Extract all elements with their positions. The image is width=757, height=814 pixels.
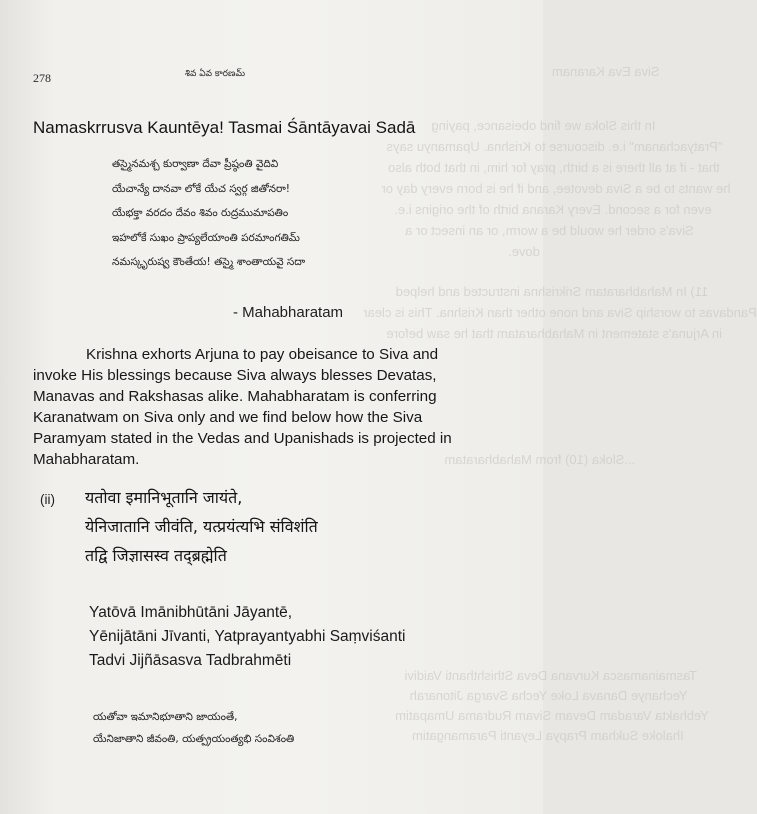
section-title: Namaskrrusva Kauntēya! Tasmai Śāntāyavai Sadā [33,118,416,137]
sanskrit-line: तद्वि जिज्ञासस्व तद्ब्रह्मेति [85,546,227,565]
bleed-line: even for a second. Every Karana birth of the origins i.e. [394,202,712,217]
item-label: (ii) [40,492,55,507]
body-paragraph: Krishna exhorts Arjuna to pay obeisance to Siva and invoke His blessings because Siva always blesses Devatas, Manavas and Rakshasas alike. Mahabharatam is conferring Karanatwam on Siva only and we find below how the Siva Paramyam stated in the Vedas and Upanishads is projected in Mahabharatam. [33,346,452,468]
transliteration-line: Yatōvā Imānibhūtāni Jāyantē, [89,604,293,621]
verse-line: యతోవా ఇమానిభూతాని జాయంతే, [93,711,238,723]
verse-line: యేభక్తా వరదం దేవం శివం రుద్రముమాపతిం [112,207,289,219]
bleed-line: that - if at all there is a birth, pray for him, in that both also [388,160,721,175]
bleed-line: in Arjuna's statement in Mahabharatam that he saw before [386,326,723,341]
telugu-verse-bottom [93,706,294,750]
sanskrit-line: यतोवा इमानिभूतानि जायंते, [85,488,243,507]
verse-line: ఇహలోకే సుఖం ప్రాప్యలేయాంతి పరమాంగతిమ్ [112,231,300,244]
bleed-line: Yebhakta Varadam Devam Sivam Rudrama Umapatim [395,708,710,723]
bleed-line: Ihaloke Sukham Prapya Leyanti Paramangatim [412,728,685,743]
bleed-line: Tasmainamasca Kurvana Deva Sthishthanti Vaidivi [404,668,697,683]
bleed-line: Siva's order he would be a worm, or an insect or a [405,223,695,238]
bleed-line: Siva Eva Karanam [551,64,660,79]
transliteration-line: Tadvi Jijñāsasva Tadbrahmēti [89,652,292,669]
bleed-line: ...Sloka (10) from Mahabharatam [444,452,636,467]
bleed-line: 11) In Mahabharatam Srikrishna instructed and helped [395,284,709,299]
verse-line: నమస్కృరుష్వ కౌంతేయ! తస్మై శాంతాయవై సదా [112,256,306,268]
telugu-verse [112,152,305,275]
transliteration-line: Yēnijātāni Jīvanti, Yatprayantyabhi Saṃviśanti [89,628,406,645]
page-number: 278 [33,71,51,85]
bleed-line: Yechanye Danava Loke Yecha Svarga Jitonarah [409,688,688,703]
verse-line: యేచాన్యే దానవా లోకే యేచ స్వర్గ జితోనరా! [112,182,290,195]
bleed-line: Pandavas to worship Siva and none other than Krishna. This is clear [363,305,757,320]
bleed-line: In this Sloka we find obeisance, paying [431,118,656,133]
verse-line: యేనిజాతాని జీవంతి, యత్ప్రయంత్యభి సంవిశంతి [93,733,295,745]
page-header [33,67,513,87]
transliteration [89,601,406,673]
sanskrit-line: येनिजातानि जीवंति, यत्प्रयंत्यभि संविशंति [85,517,318,536]
bleed-line: dove. [508,244,541,259]
verse-line: తస్మైనమశ్చ కుర్వాణా దేవా ప్రీష్ఠంతి వైదివి [112,158,279,170]
verse-source: - Mahabharatam [233,304,344,321]
bleed-line: "Pratyachanam" i.e. discourse to Krishna. Upamanyu says [386,139,723,154]
sanskrit-verse [85,483,318,570]
running-head: శివ ఏవ కారణమ్ [185,69,245,79]
bleed-line: he wants to be a Siva devotee, and if he is born every day or [381,181,731,196]
